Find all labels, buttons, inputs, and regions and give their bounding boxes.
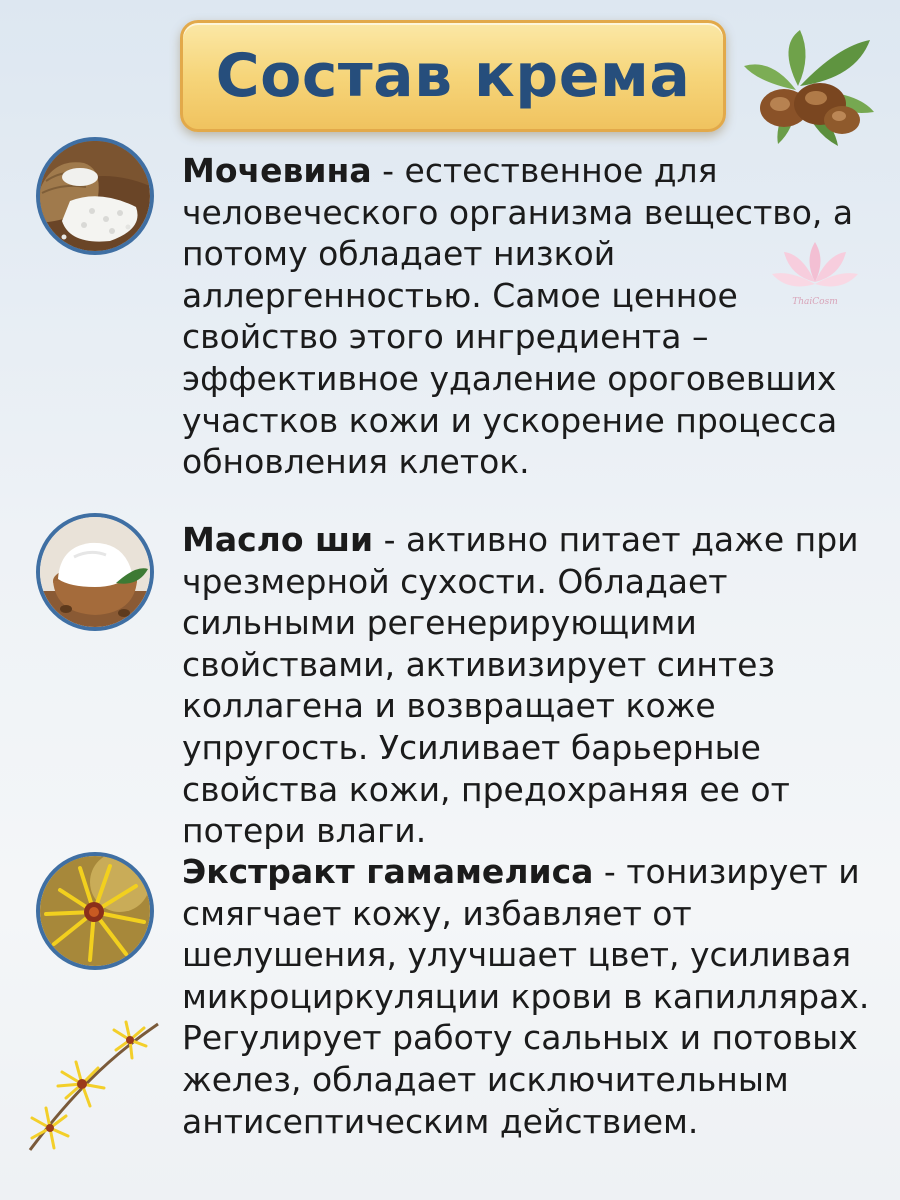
ingredient-name: Экстракт гамамелиса bbox=[182, 852, 594, 891]
ingredient-name: Масло ши bbox=[182, 520, 374, 559]
ingredient-name: Мочевина bbox=[182, 151, 372, 190]
ingredient-shea-butter bbox=[182, 519, 872, 852]
shea-butter-icon bbox=[40, 517, 150, 627]
page-title: Состав крема bbox=[215, 41, 691, 111]
witch-hazel-thumbnail bbox=[36, 852, 154, 970]
urea-thumbnail bbox=[36, 137, 154, 255]
ingredient-description: - активно питает даже при чрезмерной сухости. Обладает сильными регенерирующими свойствами, активизирует синтез коллагена и возвращает коже упругость. Усиливает барьерные свойства кожи, предохраняя ее от потери влаги. bbox=[182, 520, 859, 851]
urea-granules-icon bbox=[40, 141, 150, 251]
witch-hazel-branch-decoration bbox=[20, 1010, 160, 1160]
shea-butter-thumbnail bbox=[36, 513, 154, 631]
ingredient-description: - тонизирует и смягчает кожу, избавляет от шелушения, улучшает цвет, усиливая микроциркуляции крови в капиллярах. Регулирует работу сальных и потовых желез, обладает исключительным антисептическим действием. bbox=[182, 852, 870, 1141]
ingredient-description: - естественное для человеческого организма вещество, а потому обладает низкой аллергенностью. Самое ценное свойство этого ингредиента – эффективное удаление ороговевших участков кожи и ускорение процесса обновления клеток. bbox=[182, 151, 854, 482]
shea-nuts-decoration bbox=[738, 26, 880, 148]
title-banner bbox=[180, 20, 726, 132]
watermark-text: ThaiCosm bbox=[792, 297, 838, 307]
witch-hazel-flower-icon bbox=[40, 856, 150, 966]
ingredient-witch-hazel bbox=[182, 851, 872, 1142]
ingredient-urea bbox=[182, 150, 872, 483]
